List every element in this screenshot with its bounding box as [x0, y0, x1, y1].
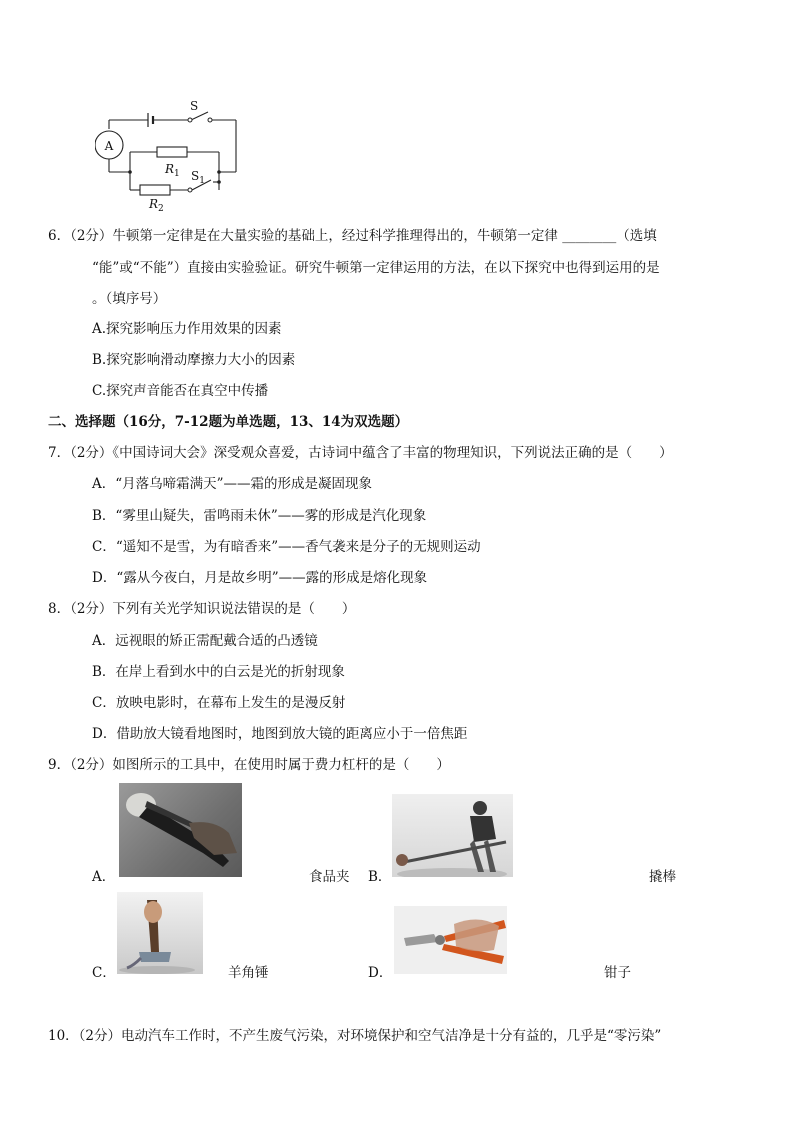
q6-option-a: A.探究影响压力作用效果的因素	[92, 321, 282, 337]
q9-option-c-caption: 羊角锤	[228, 965, 269, 981]
q7-option-c: C．“遥知不是雪，为有暗香来”——香气袭来是分子的无规则运动	[92, 539, 481, 555]
q10-stem: 10．（2分）电动汽车工作时，不产生废气污染，对环境保护和空气洁净是十分有益的，几乎是“零污染”	[48, 1028, 662, 1044]
pliers-photo	[394, 906, 507, 974]
q6-option-b: B.探究影响滑动摩擦力大小的因素	[92, 352, 296, 368]
crowbar-photo	[392, 794, 513, 877]
q9-option-d-caption: 钳子	[604, 965, 631, 981]
food-tongs-photo	[119, 783, 242, 877]
q6-line3: 。（填序号）	[92, 291, 167, 307]
q9-option-c-letter: C．	[92, 965, 116, 981]
q9-option-a-letter: A．	[92, 869, 116, 885]
section-title: 二、选择题（16分，7-12题为单选题，13、14为双选题）	[48, 414, 409, 430]
claw-hammer-photo	[117, 892, 203, 974]
q8-option-b: B．在岸上看到水中的白云是光的折射现象	[92, 664, 345, 680]
r2-label: $R_2$	[149, 197, 164, 214]
q7-option-b: B．“雾里山疑失，雷鸣雨未休”——雾的形成是汽化现象	[92, 508, 427, 524]
q9-option-b-letter: B．	[368, 869, 392, 885]
q6-line1: 6．（2分）牛顿第一定律是在大量实验的基础上，经过科学推理得出的，牛顿第一定律 ________（选填	[48, 228, 657, 244]
q8-stem: 8．（2分）下列有关光学知识说法错误的是（ ）	[48, 601, 356, 617]
q8-option-a: A．远视眼的矫正需配戴合适的凸透镜	[92, 633, 318, 649]
q7-option-a: A．“月落乌啼霜满天”——霜的形成是凝固现象	[92, 476, 373, 492]
q9-stem: 9．（2分）如图所示的工具中，在使用时属于费力杠杆的是（ ）	[48, 757, 450, 773]
r1-label: $R_1$	[165, 162, 180, 179]
q6-option-c: C.探究声音能否在真空中传播	[92, 383, 269, 399]
q8-option-d: D．借助放大镜看地图时，地图到放大镜的距离应小于一倍焦距	[92, 726, 468, 742]
ammeter-label: A	[104, 139, 114, 153]
q9-option-b-caption: 撬棒	[649, 869, 676, 885]
q7-option-d: D．“露从今夜白，月是故乡明”——露的形成是熔化现象	[92, 570, 428, 586]
q8-option-c: C．放映电影时，在幕布上发生的是漫反射	[92, 695, 346, 711]
switch-s-label: S	[190, 99, 199, 113]
q9-option-a-caption: 食品夹	[309, 869, 350, 885]
s1-label: $S_1$	[191, 169, 205, 186]
circuit-diagram	[95, 98, 245, 216]
q9-option-d-letter: D．	[368, 965, 393, 981]
q7-stem: 7．（2分）《中国诗词大会》深受观众喜爱，古诗词中蕴含了丰富的物理知识，下列说法正确的是（ ）	[48, 445, 673, 461]
q6-line2: “能”或“不能”）直接由实验验证。研究牛顿第一定律运用的方法，在以下探究中也得到运用的是	[92, 260, 660, 276]
